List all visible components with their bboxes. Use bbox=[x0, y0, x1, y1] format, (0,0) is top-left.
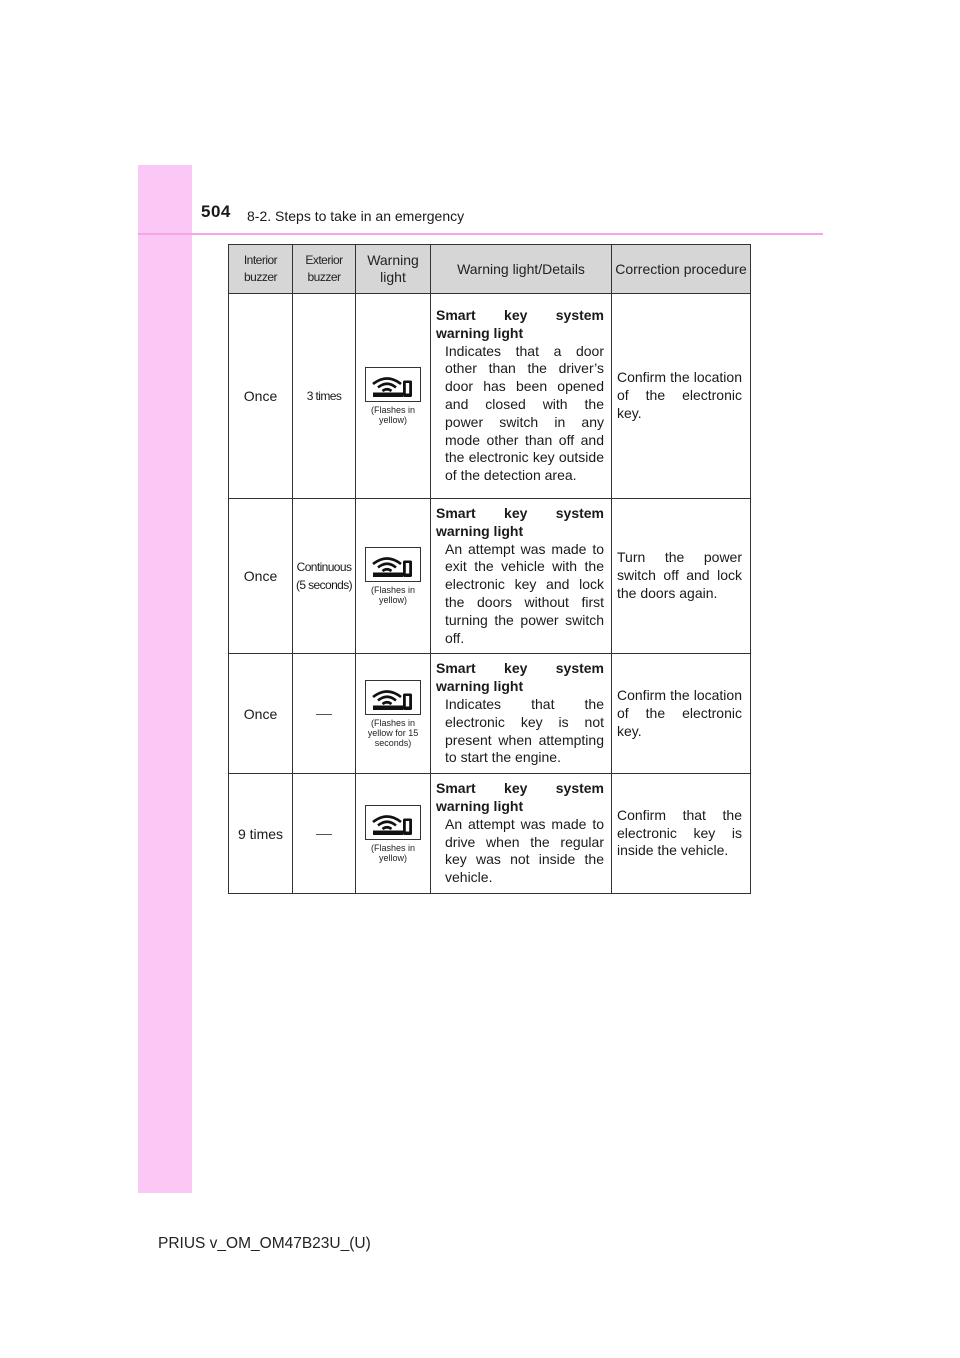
header-exterior-buzzer: Exterior buzzer bbox=[293, 245, 356, 294]
exterior-buzzer-cell: Continuous (5 seconds) bbox=[293, 499, 356, 654]
details-title: Smart key system warning light bbox=[436, 780, 604, 814]
warning-light-cell bbox=[356, 774, 431, 894]
warning-light-cell bbox=[356, 294, 431, 499]
footer-model-code: PRIUS v_OM_OM47B23U_(U) bbox=[158, 1235, 371, 1252]
interior-buzzer-cell: Once bbox=[229, 499, 293, 654]
flash-note: (Flashes in yellow for 15 seconds) bbox=[367, 717, 419, 748]
chapter-side-band bbox=[138, 165, 192, 1193]
section-title: 8-2. Steps to take in an emergency bbox=[247, 208, 465, 224]
details-text: Indicates that a door other than the driver’s door has been opened and closed with the power switch in any mode other than off and the electronic key outside of the detection area. bbox=[445, 342, 604, 484]
header-warning-light: Warning light bbox=[356, 245, 431, 294]
details-cell bbox=[431, 774, 612, 894]
exterior-buzzer-cell bbox=[293, 654, 356, 774]
header-details: Warning light/Details bbox=[431, 245, 612, 294]
page-number: 504 bbox=[201, 202, 231, 221]
table-row bbox=[229, 499, 751, 654]
table-row bbox=[229, 654, 751, 774]
warning-light-cell bbox=[356, 654, 431, 774]
table-row bbox=[229, 774, 751, 894]
smart-key-warning-icon bbox=[365, 680, 421, 715]
correction-cell: Confirm the location of the electronic key. bbox=[612, 654, 751, 774]
flash-note: (Flashes in yellow) bbox=[370, 585, 415, 606]
flash-note: (Flashes in yellow) bbox=[370, 842, 415, 863]
details-title: Smart key system warning light bbox=[436, 307, 604, 341]
smart-key-warning-icon bbox=[365, 805, 421, 840]
interior-buzzer-cell: 9 times bbox=[229, 774, 293, 894]
warning-table bbox=[228, 244, 751, 894]
details-text: An attempt was made to drive when the regular key was not inside the vehicle. bbox=[445, 815, 604, 886]
details-text: An attempt was made to exit the vehicle with the electronic key and lock the doors without first turning the power switch off. bbox=[445, 540, 604, 646]
details-text: Indicates that the electronic key is not present when attempting to start the engine. bbox=[445, 695, 604, 766]
exterior-buzzer-cell bbox=[293, 774, 356, 894]
smart-key-warning-icon bbox=[365, 547, 421, 582]
correction-cell: Confirm the location of the electronic key. bbox=[612, 294, 751, 499]
details-cell bbox=[431, 499, 612, 654]
warning-light-cell bbox=[356, 499, 431, 654]
dash-icon bbox=[316, 714, 332, 715]
header-rule bbox=[138, 233, 823, 235]
correction-cell: Turn the power switch off and lock the doors again. bbox=[612, 499, 751, 654]
details-title: Smart key system warning light bbox=[436, 505, 604, 539]
details-title: Smart key system warning light bbox=[436, 660, 604, 695]
correction-cell: Confirm that the electronic key is inside the vehicle. bbox=[612, 774, 751, 894]
header-correction: Correction procedure bbox=[612, 245, 751, 294]
dash-icon bbox=[316, 834, 332, 835]
interior-buzzer-cell: Once bbox=[229, 294, 293, 499]
interior-buzzer-cell: Once bbox=[229, 654, 293, 774]
header-interior-buzzer: Interior buzzer bbox=[229, 245, 293, 294]
flash-note: (Flashes in yellow) bbox=[370, 405, 415, 425]
table-header-row bbox=[229, 245, 751, 294]
details-cell bbox=[431, 654, 612, 774]
smart-key-warning-icon bbox=[365, 367, 421, 402]
details-cell bbox=[431, 294, 612, 499]
table-row bbox=[229, 294, 751, 499]
exterior-buzzer-cell: 3 times bbox=[293, 294, 356, 499]
